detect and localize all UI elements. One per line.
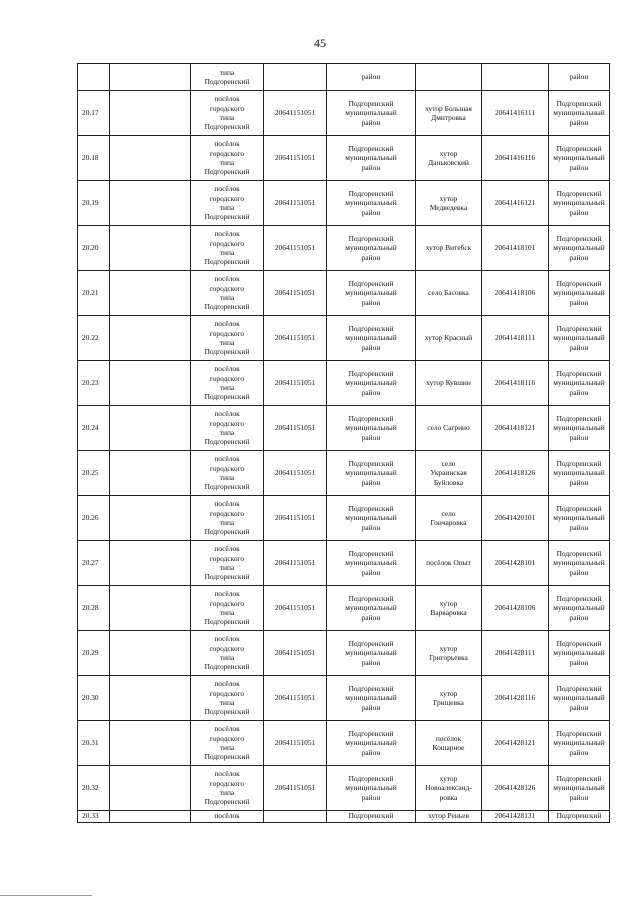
cell-number: 20.30 (78, 676, 110, 721)
cell-settlement-type: посёлок (191, 811, 264, 823)
table-row (78, 586, 610, 631)
cell-district-1: Подгоренский муниципальный район (327, 316, 416, 361)
cell-settlement-type: посёлок городского типа Подгоренский (191, 721, 264, 766)
cell-number: 20.20 (78, 226, 110, 271)
cell-number (78, 64, 110, 91)
cell-number: 20.21 (78, 271, 110, 316)
cell-number: 20.24 (78, 406, 110, 451)
table-row (78, 271, 610, 316)
cell-settlement-type: посёлок городского типа Подгоренский (191, 541, 264, 586)
table-row (78, 541, 610, 586)
cell-code-1: 20641151051 (264, 541, 327, 586)
cell-settlement-type: посёлок городского типа Подгоренский (191, 631, 264, 676)
cell-settlement-type: посёлок городского типа Подгоренский (191, 406, 264, 451)
settlements-table (77, 63, 610, 823)
cell-district-1: Подгоренский муниципальный район (327, 181, 416, 226)
cell-district-2: Подгоренский муниципальный район (549, 676, 610, 721)
cell-settlement-type: типа Подгоренский (191, 64, 264, 91)
table-row (78, 496, 610, 541)
cell-code-1: 20641151051 (264, 226, 327, 271)
cell-settlement-type: посёлок городского типа Подгоренский (191, 361, 264, 406)
table-row (78, 316, 610, 361)
cell-district-1: Подгоренский муниципальный район (327, 631, 416, 676)
cell-code-2: 20641428101 (482, 541, 549, 586)
cell-code-2: 20641418126 (482, 451, 549, 496)
cell-code-1: 20641151051 (264, 451, 327, 496)
cell-number: 20.19 (78, 181, 110, 226)
cell-district-1: Подгоренский муниципальный район (327, 676, 416, 721)
cell-settlement-type: посёлок городского типа Подгоренский (191, 181, 264, 226)
table-row (78, 406, 610, 451)
cell-code-1: 20641151051 (264, 361, 327, 406)
cell-settlement-type: посёлок городского типа Подгоренский (191, 586, 264, 631)
cell-empty (110, 64, 191, 91)
cell-district-1: Подгоренский муниципальный район (327, 136, 416, 181)
cell-district-1: Подгоренский муниципальный район (327, 586, 416, 631)
cell-settlement-name: хутор Реньев (416, 811, 482, 823)
table-row-partial (78, 811, 610, 823)
cell-settlement-name: село Украинская Буйловка (416, 451, 482, 496)
cell-settlement-type: посёлок городского типа Подгоренский (191, 136, 264, 181)
cell-settlement-type: посёлок городского типа Подгоренский (191, 451, 264, 496)
table-row (78, 721, 610, 766)
cell-district-2: Подгоренский муниципальный район (549, 406, 610, 451)
cell-code-2: 20641416116 (482, 136, 549, 181)
cell-code-2: 20641418111 (482, 316, 549, 361)
table-row (78, 181, 610, 226)
cell-district-2: Подгоренский муниципальный район (549, 766, 610, 811)
cell-settlement-name: село Басовка (416, 271, 482, 316)
cell-code-2 (482, 64, 549, 91)
cell-empty (110, 271, 191, 316)
cell-code-2: 20641416121 (482, 181, 549, 226)
cell-district-2: Подгоренский муниципальный район (549, 541, 610, 586)
cell-empty (110, 316, 191, 361)
table-row (78, 676, 610, 721)
cell-district-2: Подгоренский муниципальный район (549, 316, 610, 361)
cell-district-2: Подгоренский (549, 811, 610, 823)
cell-code-1: 20641151051 (264, 316, 327, 361)
cell-empty (110, 406, 191, 451)
cell-settlement-name: хутор Даньковский (416, 136, 482, 181)
cell-settlement-name: хутор Варваровка (416, 586, 482, 631)
cell-number: 20.32 (78, 766, 110, 811)
table-row (78, 766, 610, 811)
cell-settlement-name: хутор Красный (416, 316, 482, 361)
cell-district-1: район (327, 64, 416, 91)
cell-number: 20.31 (78, 721, 110, 766)
cell-district-2: Подгоренский муниципальный район (549, 361, 610, 406)
cell-number: 20.33 (78, 811, 110, 823)
cell-empty (110, 181, 191, 226)
cell-number: 20.28 (78, 586, 110, 631)
cell-empty (110, 226, 191, 271)
cell-settlement-type: посёлок городского типа Подгоренский (191, 91, 264, 136)
cell-settlement-name: посёлок Кошарное (416, 721, 482, 766)
cell-district-1: Подгоренский муниципальный район (327, 361, 416, 406)
cell-settlement-name: хутор Медведевка (416, 181, 482, 226)
cell-number: 20.29 (78, 631, 110, 676)
cell-district-1: Подгоренский муниципальный район (327, 766, 416, 811)
cell-code-2: 20641418116 (482, 361, 549, 406)
page-number: 45 (314, 36, 326, 50)
cell-empty (110, 361, 191, 406)
cell-settlement-name: хутор Большая Дмитровка (416, 91, 482, 136)
cell-code-2: 20641418121 (482, 406, 549, 451)
cell-code-2: 20641428106 (482, 586, 549, 631)
cell-district-1: Подгоренский (327, 811, 416, 823)
cell-district-2: Подгоренский муниципальный район (549, 721, 610, 766)
cell-code-2: 20641428121 (482, 721, 549, 766)
cell-code-1: 20641151051 (264, 721, 327, 766)
cell-code-1: 20641151051 (264, 406, 327, 451)
cell-settlement-name: хутор Витебск (416, 226, 482, 271)
cell-district-1: Подгоренский муниципальный район (327, 406, 416, 451)
cell-empty (110, 586, 191, 631)
cell-settlement-name: село Сагрино (416, 406, 482, 451)
cell-code-1: 20641151051 (264, 91, 327, 136)
cell-code-2: 20641418106 (482, 271, 549, 316)
cell-code-1: 20641151051 (264, 496, 327, 541)
table-row (78, 226, 610, 271)
cell-number: 20.27 (78, 541, 110, 586)
cell-number: 20.23 (78, 361, 110, 406)
cell-empty (110, 136, 191, 181)
cell-code-2: 20641418101 (482, 226, 549, 271)
cell-code-1: 20641151051 (264, 181, 327, 226)
cell-settlement-name: хутор Кувшин (416, 361, 482, 406)
footer-rule (0, 895, 92, 896)
cell-district-1: Подгоренский муниципальный район (327, 451, 416, 496)
table-body (78, 64, 610, 823)
cell-settlement-type: посёлок городского типа Подгоренский (191, 676, 264, 721)
cell-empty (110, 766, 191, 811)
cell-code-2: 20641416111 (482, 91, 549, 136)
cell-code-2: 20641428126 (482, 766, 549, 811)
cell-settlement-name: хутор Новоалександ- ровка (416, 766, 482, 811)
cell-district-1: Подгоренский муниципальный район (327, 496, 416, 541)
table-row (78, 91, 610, 136)
table-row (78, 361, 610, 406)
cell-district-1: Подгоренский муниципальный район (327, 226, 416, 271)
cell-district-2: Подгоренский муниципальный район (549, 226, 610, 271)
cell-code-2: 20641420101 (482, 496, 549, 541)
cell-settlement-name (416, 64, 482, 91)
cell-number: 20.25 (78, 451, 110, 496)
cell-empty (110, 676, 191, 721)
cell-settlement-type: посёлок городского типа Подгоренский (191, 226, 264, 271)
cell-number: 20.17 (78, 91, 110, 136)
cell-district-1: Подгоренский муниципальный район (327, 91, 416, 136)
cell-district-2: район (549, 64, 610, 91)
cell-district-1: Подгоренский муниципальный район (327, 721, 416, 766)
cell-settlement-name: посёлок Опыт (416, 541, 482, 586)
cell-empty (110, 631, 191, 676)
cell-district-1: Подгоренский муниципальный район (327, 271, 416, 316)
cell-district-2: Подгоренский муниципальный район (549, 91, 610, 136)
cell-code-1: 20641151051 (264, 631, 327, 676)
cell-number: 20.22 (78, 316, 110, 361)
cell-code-1: 20641151051 (264, 271, 327, 316)
cell-number: 20.26 (78, 496, 110, 541)
cell-empty (110, 91, 191, 136)
cell-district-1: Подгоренский муниципальный район (327, 541, 416, 586)
cell-district-2: Подгоренский муниципальный район (549, 586, 610, 631)
cell-district-2: Подгоренский муниципальный район (549, 631, 610, 676)
table-row (78, 136, 610, 181)
cell-district-2: Подгоренский муниципальный район (549, 451, 610, 496)
cell-settlement-name: хутор Григорьевка (416, 631, 482, 676)
cell-code-1 (264, 64, 327, 91)
cell-settlement-type: посёлок городского типа Подгоренский (191, 316, 264, 361)
cell-code-1: 20641151051 (264, 676, 327, 721)
cell-code-1: 20641151051 (264, 136, 327, 181)
cell-settlement-name: хутор Грищевка (416, 676, 482, 721)
cell-code-1: 20641151051 (264, 766, 327, 811)
continuation-row (78, 64, 610, 91)
table-row (78, 631, 610, 676)
cell-settlement-type: посёлок городского типа Подгоренский (191, 496, 264, 541)
cell-district-2: Подгоренский муниципальный район (549, 271, 610, 316)
cell-settlement-type: посёлок городского типа Подгоренский (191, 766, 264, 811)
cell-empty (110, 721, 191, 766)
cell-district-2: Подгоренский муниципальный район (549, 136, 610, 181)
cell-code-2: 20641428131 (482, 811, 549, 823)
cell-district-2: Подгоренский муниципальный район (549, 181, 610, 226)
cell-code-1: 20641151051 (264, 586, 327, 631)
cell-district-2: Подгоренский муниципальный район (549, 496, 610, 541)
table-row (78, 451, 610, 496)
cell-empty (110, 811, 191, 823)
cell-settlement-type: посёлок городского типа Подгоренский (191, 271, 264, 316)
cell-empty (110, 541, 191, 586)
cell-number: 20.18 (78, 136, 110, 181)
cell-empty (110, 451, 191, 496)
cell-settlement-name: село Гончаровка (416, 496, 482, 541)
cell-code-2: 20641428111 (482, 631, 549, 676)
cell-empty (110, 496, 191, 541)
cell-code-1 (264, 811, 327, 823)
cell-code-2: 20641428116 (482, 676, 549, 721)
